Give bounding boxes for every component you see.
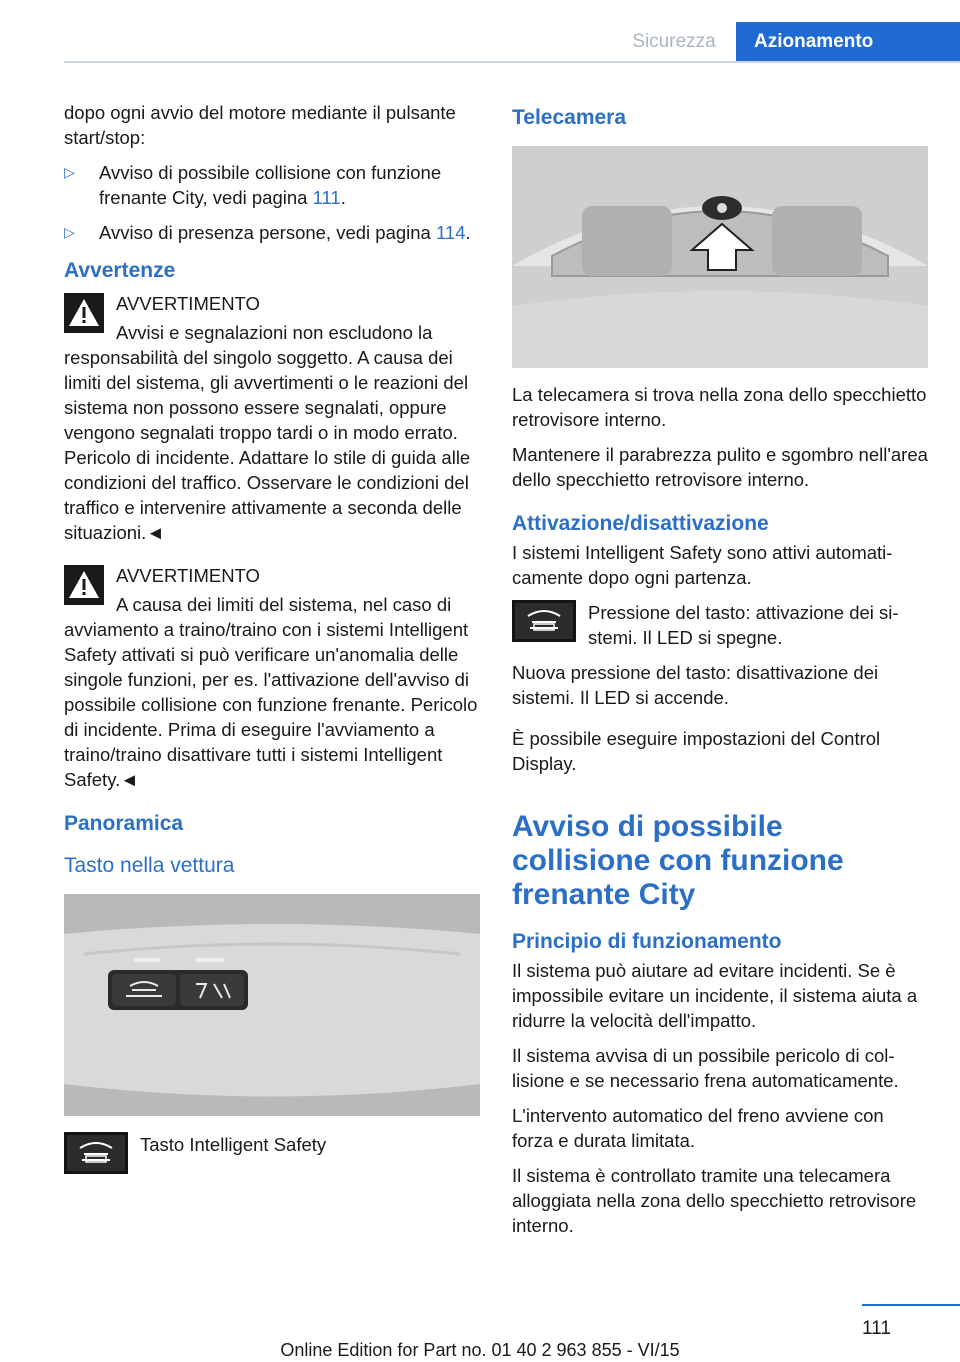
- heading-principio: Principio di funzionamento: [512, 930, 782, 953]
- warning-text: A causa dei limiti del sistema, nel caso di avviamento a traino/traino con i sistemi Intelligent Safety attivati si può verificare un'anomalia delle singole funzioni, per es. l'attivazione dell'avviso di possibile collisione con funzione frenante. Pericolo di incidente. Prima di eseguire l'avviamento a traino/traino disattivare tutti i sistemi Intelligent Safety.◄: [64, 594, 478, 790]
- heading-city-brake: Avviso di possibile collisione con funzione frenante City: [512, 810, 844, 911]
- button-panel-photo: [64, 894, 480, 1116]
- key-press-text: Pressione del tasto: attivazione dei sistemi. Il LED si spegne.: [588, 602, 899, 648]
- warning-title: AVVERTIMENTO: [116, 293, 260, 314]
- principle-text-1: Il sistema può aiutare ad evitare incidenti. Se è impossibile evitare un incidente, il sistema aiuta a ridurre la velocità dell'impatto.: [512, 960, 918, 1031]
- warning-triangle-icon: [64, 293, 104, 333]
- camera-location-photo: [512, 146, 928, 368]
- warning-block-2: [64, 563, 480, 792]
- left-column: [64, 100, 480, 1186]
- key-press-row: [512, 600, 928, 650]
- bullet-item-pedestrian: ▷ Avviso di presenza persone, vedi pagina 114.: [64, 222, 471, 243]
- activation-text-1: I sistemi Intelligent Safety sono attivi automaticamente dopo ogni partenza.: [512, 542, 893, 588]
- bullet-item-city-brake: ▷ Avviso di possibile collisione con funzione frenante City, vedi pagina 111.: [64, 162, 442, 208]
- footer-rule: [862, 1304, 960, 1306]
- right-column: [512, 100, 928, 1248]
- page-link-114[interactable]: 114: [435, 222, 466, 243]
- button-caption: Tasto Intelligent Safety: [140, 1134, 327, 1155]
- intelligent-safety-button-icon: [512, 600, 576, 642]
- button-caption-row: [64, 1132, 480, 1176]
- warning-block-1: [64, 291, 480, 545]
- header-tab-azionamento: Azionamento: [736, 22, 960, 61]
- bullet-list: [64, 160, 480, 245]
- camera-text-1: La telecamera si trova nella zona dello specchietto retrovisore interno.: [512, 384, 927, 430]
- bullet-text: Avviso di possibile collisione con funzione frenante City, vedi pagina: [99, 162, 442, 208]
- activation-text-2: Nuova pressione del tasto: disattivazione dei sistemi. Il LED si accende.: [512, 662, 879, 708]
- warning-text: Avvisi e segnalazioni non escludono la responsabilità del singolo soggetto. A causa dei limiti del sistema, gli avvertimenti o le reazioni del sistema non possono essere segnalati, oppure vengono segnalati troppo tardi o in modo errato. Pericolo di incidente. Adattare lo stile di guida alle condizioni del traffico. Osservare le condizioni del traffico e intervenire attivamente a seconda delle situazioni.◄: [64, 322, 471, 543]
- bullet-text: Avviso di presenza persone, vedi pagina: [99, 222, 436, 243]
- principle-text-2: Il sistema avvisa di un possibile pericolo di collisione e se necessario frena automaticamente.: [512, 1045, 899, 1091]
- header-tab-sicurezza: Sicurezza: [632, 31, 716, 52]
- heading-tasto-vettura: Tasto nella vettura: [64, 854, 235, 877]
- page-link-111[interactable]: 111: [312, 187, 341, 208]
- principle-text-3: L'intervento automatico del freno avviene con forza e durata limitata.: [512, 1105, 884, 1151]
- activation-text-3: È possibile eseguire impostazioni del Control Display.: [512, 728, 881, 774]
- page-number: 111: [862, 1318, 891, 1339]
- button-panel-illustration: [64, 894, 480, 1116]
- heading-attivazione: Attivazione/disattivazione: [512, 512, 769, 535]
- warning-triangle-icon: [64, 565, 104, 605]
- intro-text: dopo ogni avvio del motore mediante il pulsante start/stop:: [64, 102, 456, 148]
- bullet-triangle-icon: ▷: [64, 164, 75, 180]
- header-rule: [64, 61, 960, 63]
- camera-text-2: Mantenere il parabrezza pulito e sgombro nell'area dello specchietto retrovisore interno.: [512, 444, 928, 490]
- windshield-illustration: [512, 146, 928, 368]
- edition-footer: Online Edition for Part no. 01 40 2 963 855 - VI/15: [280, 1340, 680, 1360]
- warning-title: AVVERTIMENTO: [116, 565, 260, 586]
- principle-text-4: Il sistema è controllato tramite una telecamera alloggiata nella zona dello specchietto retrovisore interno.: [512, 1165, 917, 1236]
- heading-panoramica: Panoramica: [64, 812, 184, 835]
- heading-telecamera: Telecamera: [512, 106, 627, 129]
- heading-avvertenze: Avvertenze: [64, 259, 176, 282]
- bullet-triangle-icon: ▷: [64, 224, 75, 240]
- intelligent-safety-button-icon: [64, 1132, 128, 1174]
